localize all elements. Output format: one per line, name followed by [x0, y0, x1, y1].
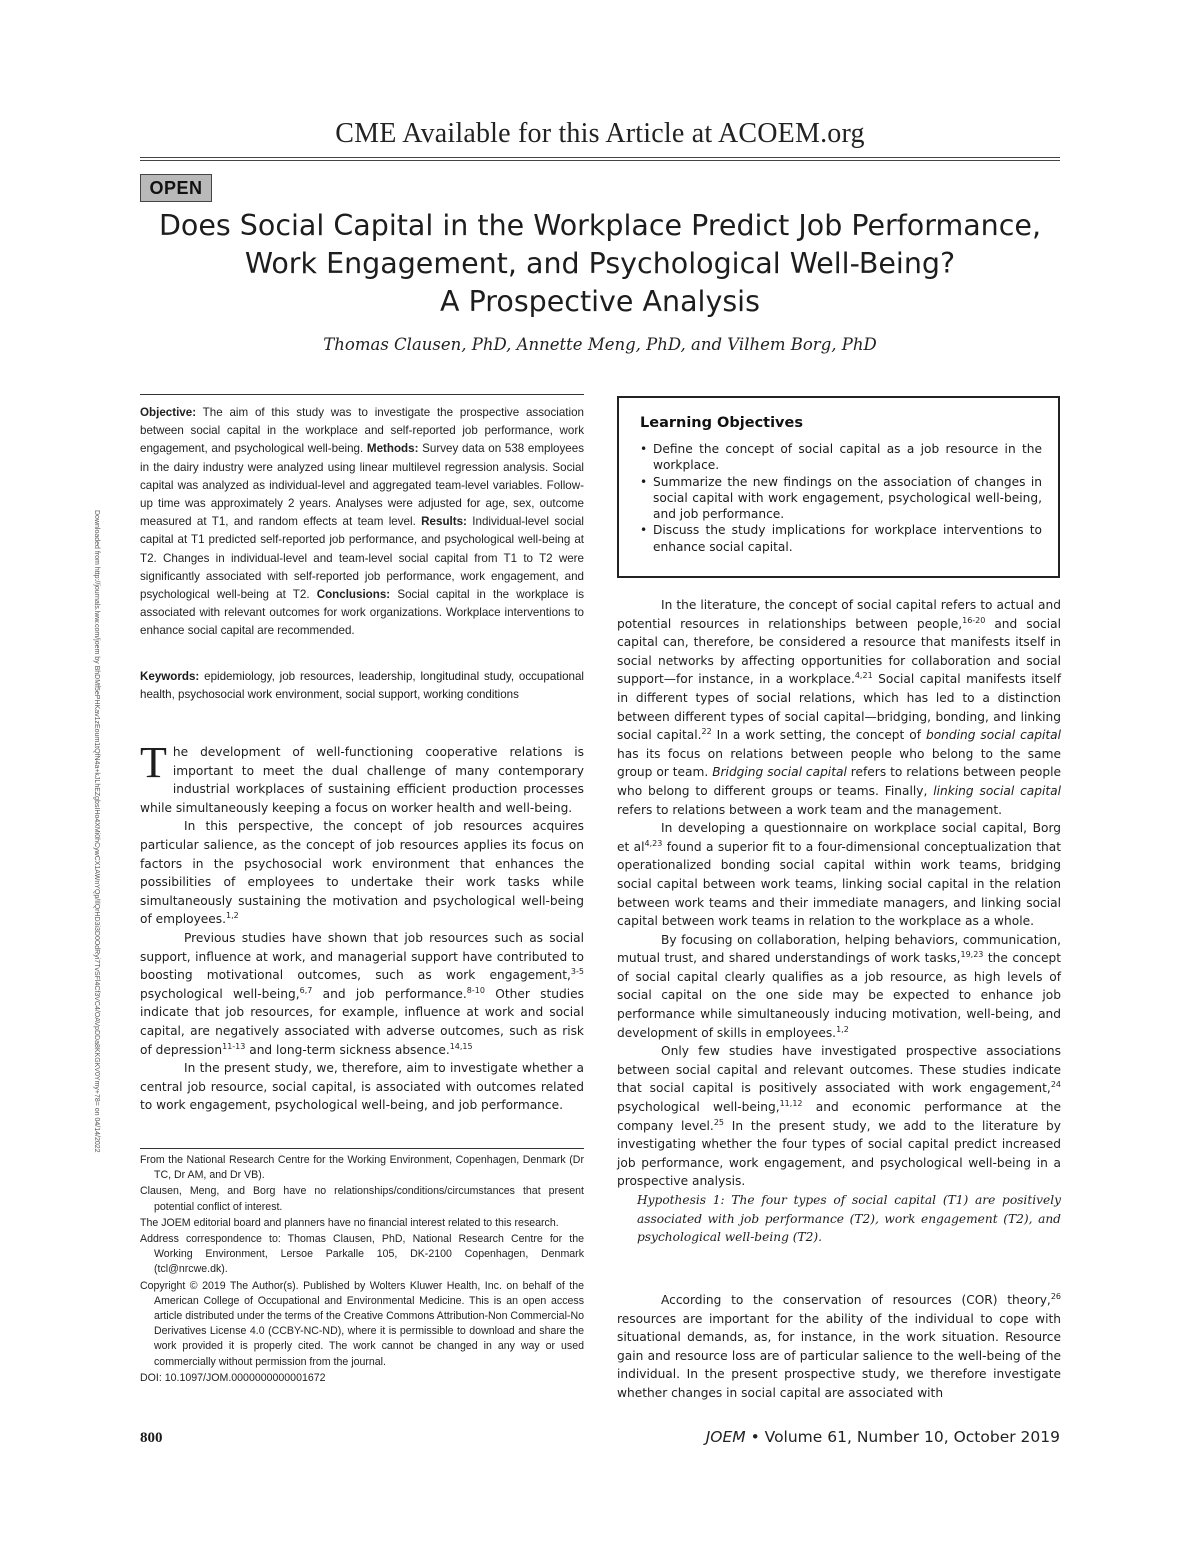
text-run: In the present study, we add to the literature by investigating whether the four types of social capital predict increased job performance, work engagement, and psychological well-being in a prospective analysis.: [617, 1118, 1061, 1189]
citation: 26: [1050, 1291, 1061, 1301]
citation: 6,7: [299, 985, 313, 995]
citation: 11,12: [779, 1098, 803, 1108]
drop-cap: T: [140, 738, 167, 787]
body-right-column: [617, 596, 1061, 1247]
results-label: Results:: [421, 515, 467, 529]
abstract: [140, 404, 584, 641]
citation: 16-20: [962, 615, 986, 625]
citation: 8-10: [466, 985, 485, 995]
bullet-icon: •: [640, 442, 648, 456]
text-run: In a work setting, the concept of: [711, 728, 926, 743]
text-run: the concept of social capital clearly qualifies as a job resource, as high levels of social capital on the one side may be expected to enhance job performance while simultaneously inducing motivation, well-being, and development of skills in employees.: [617, 951, 1061, 1040]
footnotes: [140, 1153, 584, 1387]
cme-banner-text: CME Available for this Article at ACOEM.org: [335, 118, 865, 149]
text-run: resources are important for the ability of the individual to cope with situational demands, as, for instance, in the work situation. Resource gain and resource loss are of particular salience to the well-being of the individual. In the present prospective study, we therefore investigate whether changes in social capital are associated with: [617, 1311, 1061, 1400]
conclusions-label: Conclusions:: [316, 588, 391, 602]
list-item: [640, 522, 1042, 555]
list-item: [640, 474, 1042, 523]
text-run: In the literature, the concept of social capital refers to actual and potential resources in relationships between people,: [617, 598, 1061, 631]
text-run: and social capital can, therefore, be considered a resource that manifests itself in social networks by affecting opportunities for collaboration and social support—for instance, in a workplace.: [617, 616, 1061, 687]
keywords-text: epidemiology, job resources, leadership, longitudinal study, occupational health, psychosocial work environment, social support, working conditions: [140, 670, 584, 702]
abstract-rule: [140, 394, 584, 395]
body-paragraph-prior-studies: [617, 1042, 1061, 1191]
journal-issue: • Volume 61, Number 10, October 2019: [745, 1428, 1060, 1446]
citation: 22: [701, 727, 712, 737]
text-run: refers to relations between a work team and the management.: [617, 802, 1003, 817]
citation: 11-13: [222, 1041, 246, 1051]
methods-label: Methods:: [366, 442, 419, 456]
intro-paragraph-2: [140, 817, 584, 929]
citation: 24: [1050, 1080, 1061, 1090]
bullet-icon: •: [640, 474, 648, 489]
title-line-1: Does Social Capital in the Workplace Predict Job Performance,: [158, 209, 1042, 242]
body-left-column: [140, 738, 584, 1115]
intro-paragraph-1-text: he development of well-functioning cooperative relations is important to meet the dual challenge of many contemporary industrial workplaces of sustaining efficient production processes while simultaneously keeping a focus on worker health and well-being.: [140, 745, 584, 815]
list-item: [640, 441, 1042, 474]
author-list: Thomas Clausen, PhD, Annette Meng, PhD, and Vilhem Borg, PhD: [323, 335, 877, 354]
keywords: [140, 668, 584, 704]
body-right-column-lower: [617, 1291, 1061, 1403]
body-paragraph-social-capital: [617, 596, 1061, 819]
page-number: 800: [140, 1430, 163, 1446]
text-run: Social capital manifests itself in different types of social relations, which has led to a distinction between different types of social capital—bridging, bonding, and linking social capital.: [617, 672, 1061, 743]
objective-item-text: Define the concept of social capital as a job resource in the workplace.: [653, 442, 1042, 473]
footnote-conflict: Clausen, Meng, and Borg have no relationships/conditions/circumstances that present potential conflict of interest.: [140, 1185, 584, 1213]
banner-rule-top: [140, 157, 1060, 158]
keywords-label: Keywords:: [140, 670, 200, 683]
emphasis: linking social capital: [933, 783, 1061, 798]
title-line-3: A Prospective Analysis: [440, 285, 760, 318]
learning-objectives-title: Learning Objectives: [640, 415, 803, 431]
text-run: In developing a questionnaire on workplace social capital, Borg et al: [617, 821, 1061, 854]
text-run: has its focus on relations between people who belong to the same group or team.: [617, 746, 1061, 780]
article-title: [100, 207, 1100, 321]
footnote-editorial: The JOEM editorial board and planners have no financial interest related to this research.: [140, 1216, 559, 1229]
banner-rule-bottom: [140, 160, 1060, 161]
citation: 1,2: [836, 1024, 849, 1034]
footnote-rule: [140, 1148, 584, 1149]
emphasis: Bridging social capital: [712, 765, 847, 780]
citation: 14,15: [449, 1041, 473, 1051]
learning-objectives-list: [640, 441, 1042, 555]
cme-banner: [0, 118, 1200, 150]
body-paragraph-cor-theory: [617, 1291, 1061, 1403]
hypothesis-1: Hypothesis 1: The four types of social capital (T1) are positively associated with job performance (T2), work engagement (T2), and psychological well-being (T2).: [637, 1193, 1061, 1245]
citation: 19,23: [960, 950, 984, 960]
footnote-copyright: Copyright © 2019 The Author(s). Published by Wolters Kluwer Health, Inc. on behalf of the American College of Occupational and Environmental Medicine. This is an open access article distributed under the terms of the Creative Commons Attribution-Non Commercial-No Derivatives License 4.0 (CCBY-NC-ND), where it is permissible to download and share the work provided it is properly cited. The work cannot be changed in any way or used commercially without permission from the journal.: [140, 1279, 584, 1368]
text-run: By focusing on collaboration, helping behaviors, communication, mutual trust, and shared understandings of work tasks,: [617, 932, 1061, 966]
citation: 4,23: [644, 838, 663, 848]
text-run: found a superior fit to a four-dimensional conceptualization that operationalized bonding social capital within work teams, bridging social capital between work teams, linking social capital in the relation between work teams and their immediate managers, and linking social capital between work teams in relation to the workplace as a whole.: [617, 839, 1061, 929]
objective-item-text: Summarize the new findings on the association of changes in social capital with work engagement, psychological well-being, and job performance.: [653, 474, 1042, 522]
p3-part-e: and long-term sickness absence.: [245, 1042, 450, 1057]
objective-item-text: Discuss the study implications for workplace interventions to enhance social capital.: [653, 523, 1042, 554]
citation: 25: [713, 1117, 724, 1127]
text-run: psychological well-being,: [617, 1100, 780, 1115]
journal-name: JOEM: [705, 1428, 746, 1446]
intro-paragraph-2-text: In this perspective, the concept of job resources acquires particular salience, as the concept of job resources applies its focus on factors in the psychosocial work environment that enhances the possibilities of employees to undertake their work tasks while simultaneously sustaining the motivation and psychological well-being of employees.: [140, 819, 584, 927]
conclusions-text: Social capital in the workplace is associated with relevant outcomes for work organizations. Workplace interventions to enhance social capital are recommended.: [140, 588, 584, 638]
download-watermark: [93, 510, 110, 1153]
p3-part-b: psychological well-being,: [140, 986, 300, 1001]
text-run: According to the conservation of resources (COR) theory,: [661, 1293, 1051, 1307]
citation: 3-5: [570, 967, 584, 977]
footnote-correspondence: Address correspondence to: Thomas Clausen, PhD, National Research Centre for the Working Environment, Lersoe Parkalle 105, DK-2100 Copenhagen, Denmark (tcl@nrcwe.dk).: [140, 1233, 584, 1276]
p3-part-c: and job performance.: [312, 986, 467, 1001]
objective-label: Objective:: [140, 406, 197, 419]
text-run: Only few studies have investigated prospective associations between social capital and relevant outcomes. These studies indicate that social capital is positively associated with work engagement,: [617, 1044, 1061, 1096]
text-run: refers to relations between people who belong to different groups or teams. Finally,: [617, 765, 1061, 798]
p3-part-a: Previous studies have shown that job resources such as social support, influence at work, and managerial support have contributed to boosting motivational outcomes, such as work engagement,: [140, 930, 584, 983]
citation: 1,2: [226, 911, 239, 921]
methods-text: Survey data on 538 employees in the dairy industry were analyzed using linear multilevel regression analysis. Social capital was analyzed as individual-level and aggregated team-level variables. Follow-up time was approximately 2 years. Analyses were adjusted for age, sex, outcome measured at T1, and random effects at team level.: [140, 442, 584, 529]
journal-info: [706, 1428, 1060, 1446]
bullet-icon: •: [640, 523, 648, 538]
p3-part-d: Other studies indicate that job resources, for example, influence at work and social capital, are negatively associated with adverse outcomes, such as risk of depression: [140, 986, 584, 1057]
footnote-affiliation: From the National Research Centre for the Working Environment, Copenhagen, Denmark (Dr TC, Dr AM, and Dr VB).: [140, 1154, 584, 1182]
text-run: and economic performance at the company level.: [617, 1100, 1061, 1133]
title-line-2: Work Engagement, and Psychological Well-Being?: [244, 247, 956, 280]
results-text: Individual-level social capital at T1 predicted self-reported job performance, and psychological well-being at T2. Changes in individual-level and team-level social capital from T1 to T2 were significantly associated with self-reported job performance, work engagement, and psychological well-being at T2.: [140, 515, 584, 602]
intro-paragraph-3: [140, 929, 584, 1059]
citation: 4,21: [854, 671, 873, 681]
footnote-doi: DOI: 10.1097/JOM.0000000000001672: [140, 1371, 326, 1384]
body-paragraph-questionnaire: [617, 819, 1061, 931]
emphasis: bonding social capital: [925, 728, 1062, 743]
objective-text: The aim of this study was to investigate the prospective association between social capital in the workplace and self-reported job performance, work engagement, and psychological well-being.: [140, 406, 584, 456]
intro-paragraph-4: In the present study, we, therefore, aim to investigate whether a central job resource, social capital, is associated with outcomes related to work engagement, psychological well-being, and job performance.: [140, 1061, 584, 1113]
body-paragraph-job-resource: [617, 931, 1061, 1043]
open-access-badge: OPEN: [140, 174, 212, 202]
intro-paragraph-1: [140, 738, 584, 817]
download-watermark-text: Downloaded from http://journals.lww.com/joem by BhDMf5ePHKav1zEoum1tQfN4a+kJLhEZgbsIHo4XMi0hCywCX1AWnYQp/IlQrHD3i3D0OdRyi7TvSFl4Cf3VC4/OAVpDDa8KKGKV0Ymy+78= on 04/14/2022: [93, 510, 100, 1153]
